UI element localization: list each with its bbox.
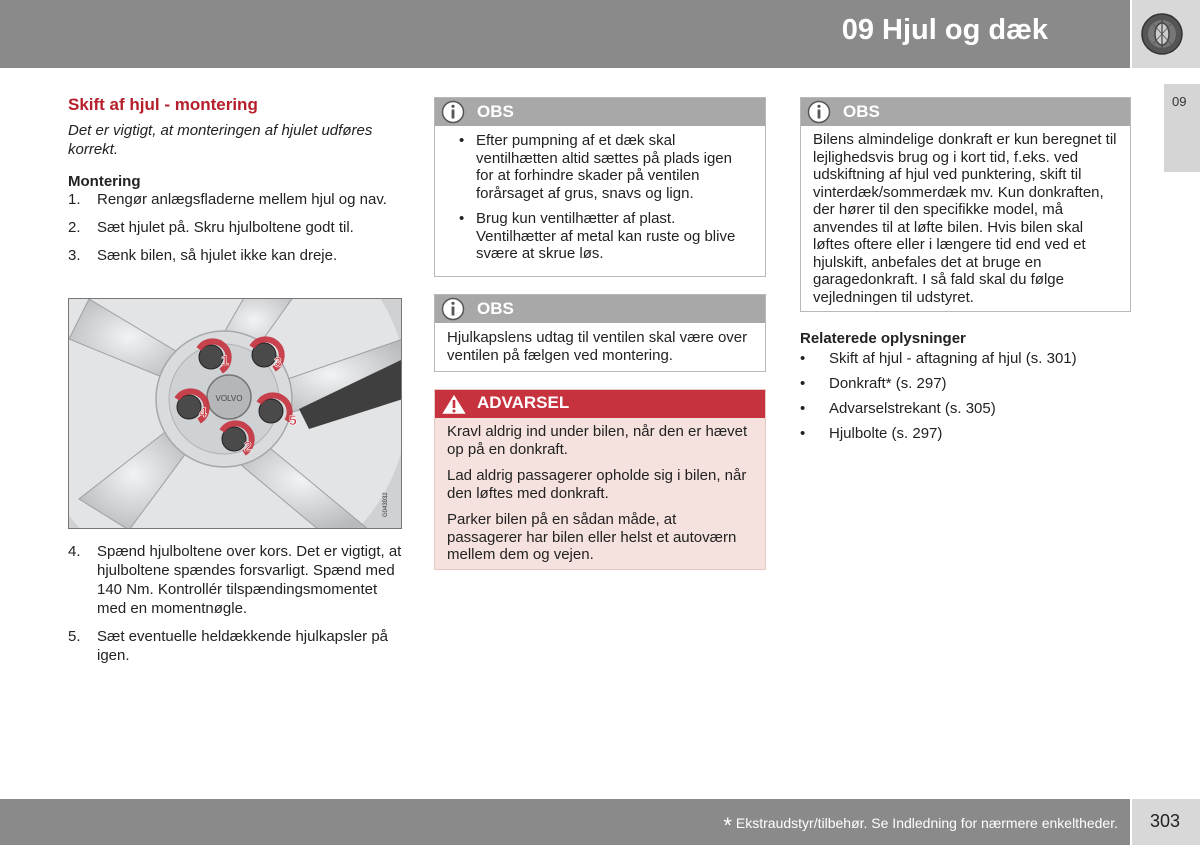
intro-text: Det er vigtigt, at monteringen af hjulet udføres korrekt. xyxy=(68,122,373,158)
bullet-item: • Efter pumpning af et dæk skal ventilhætten altid sættes på plads igen for at forhindre skader på ventilen forårsaget af grus, snavs og lign. xyxy=(447,132,753,202)
obs-body xyxy=(435,126,765,279)
obs-label: OBS xyxy=(477,299,514,318)
obs-box-jack xyxy=(800,97,1131,312)
bolt-number-label: 3 xyxy=(274,354,282,370)
wheel-bolt-illustration xyxy=(68,298,402,529)
step-text: Sæt eventuelle heldækkende hjulkapsler på igen. xyxy=(97,628,389,664)
chapter-side-tab[interactable] xyxy=(1164,84,1200,172)
obs-header xyxy=(801,98,1130,126)
chapter-title: 09 Hjul og dæk xyxy=(841,14,1048,46)
step-number: 2. xyxy=(68,219,81,236)
related-list xyxy=(800,349,1130,443)
chapter-tab-label: 09 xyxy=(1172,94,1187,109)
footer-bar xyxy=(0,799,1130,845)
brand-logo: VOLVO xyxy=(215,394,243,403)
tire-icon xyxy=(1140,12,1184,56)
bolt-number-label: 5 xyxy=(289,412,297,428)
step-number: 4. xyxy=(68,543,81,560)
subheading-montering: Montering xyxy=(68,173,141,190)
step-item xyxy=(68,246,404,265)
warning-header xyxy=(435,390,765,418)
footnote-text: Ekstraudstyr/tilbehør. Se Indledning for nærmere enkeltheder. xyxy=(735,815,1118,831)
step-item xyxy=(68,627,404,665)
warning-paragraph: Parker bilen på en sådan måde, at passagerer har bilen eller helst et autoværn mellem dem og vejen. xyxy=(447,511,737,563)
footnote xyxy=(723,813,1118,839)
related-title: Relaterede oplysninger xyxy=(800,330,966,347)
step-text: Spænd hjulboltene over kors. Det er vigtigt, at hjulboltene spændes forsvarligt. Spænd med 140 Nm. Kontrollér tilspændingsmomentet med en momentnøgle. xyxy=(97,543,402,617)
obs-bullet-list xyxy=(447,132,753,263)
warning-label: ADVARSEL xyxy=(477,393,570,412)
info-icon xyxy=(441,100,465,124)
step-text: Sænk bilen, så hjulet ikke kan dreje. xyxy=(97,247,338,264)
footnote-star: * xyxy=(723,813,732,838)
bullet-item: • Brug kun ventilhætter af plast. Ventilhætter af metal kan ruste og blive svære at skrue løs. xyxy=(447,210,753,263)
section-title: Skift af hjul - montering xyxy=(68,95,258,114)
warning-box xyxy=(434,389,766,570)
obs-body: Hjulkapslens udtag til ventilen skal være over ventilen på fælgen ved montering. xyxy=(447,329,748,364)
warning-triangle-icon xyxy=(440,392,468,416)
step-text: Rengør anlægsfladerne mellem hjul og nav. xyxy=(97,191,387,208)
bolt-number-label: 4 xyxy=(199,404,207,420)
bolt-number-label: 2 xyxy=(244,438,252,454)
warning-body xyxy=(435,418,765,578)
related-link[interactable]: • Donkraft* (s. 297) xyxy=(800,374,1130,393)
obs-body: Bilens almindelige donkraft er kun beregnet til lejlighedsvis brug og i kort tid, f.eks. ved udskiftning af hjul ved punktering, skift til vinterdæk/sommerdæk mv. Kun donkraften, der hører til den specifikke model, må anvendes til at løfte bilen. Hvis bilen skal løftes oftere eller i længere tid end ved et hjulskift, anbefales det at bruge en garagedonkraft. I så fald skal du følge vejledningen til udstyret. xyxy=(813,131,1117,306)
step-item xyxy=(68,542,404,618)
obs-header xyxy=(435,98,765,126)
step-item xyxy=(68,218,404,237)
obs-header xyxy=(435,295,765,323)
chapter-header-bar xyxy=(0,0,1130,68)
page-number: 303 xyxy=(1150,811,1181,831)
step-number: 1. xyxy=(68,191,81,208)
steps-list xyxy=(68,190,404,265)
step-item xyxy=(68,190,404,209)
obs-label: OBS xyxy=(477,102,514,121)
bolt-number-label: 1 xyxy=(221,352,229,368)
related-info xyxy=(800,330,1130,449)
wheel-drawing xyxy=(69,299,402,529)
steps-list-continued xyxy=(68,542,404,674)
obs-box-valve-cap xyxy=(434,97,766,277)
warning-paragraph: Lad aldrig passagerer opholde sig i bilen, når den løftes med donkraft. xyxy=(447,467,747,502)
related-link[interactable]: • Advarselstrekant (s. 305) xyxy=(800,399,1130,418)
related-link[interactable]: • Skift af hjul - aftagning af hjul (s. 301) xyxy=(800,349,1130,368)
obs-box-hubcap xyxy=(434,294,766,372)
step-text: Sæt hjulet på. Skru hjulboltene godt til. xyxy=(97,219,354,236)
warning-paragraph: Kravl aldrig ind under bilen, når den er hævet op på en donkraft. xyxy=(447,423,748,458)
step-number: 3. xyxy=(68,247,81,264)
related-link[interactable]: • Hjulbolte (s. 297) xyxy=(800,424,1130,443)
main-column xyxy=(68,95,404,274)
info-icon xyxy=(441,297,465,321)
info-icon xyxy=(807,100,831,124)
step-number: 5. xyxy=(68,628,81,645)
obs-label: OBS xyxy=(843,102,880,121)
figure-code: G043932 xyxy=(383,492,389,517)
